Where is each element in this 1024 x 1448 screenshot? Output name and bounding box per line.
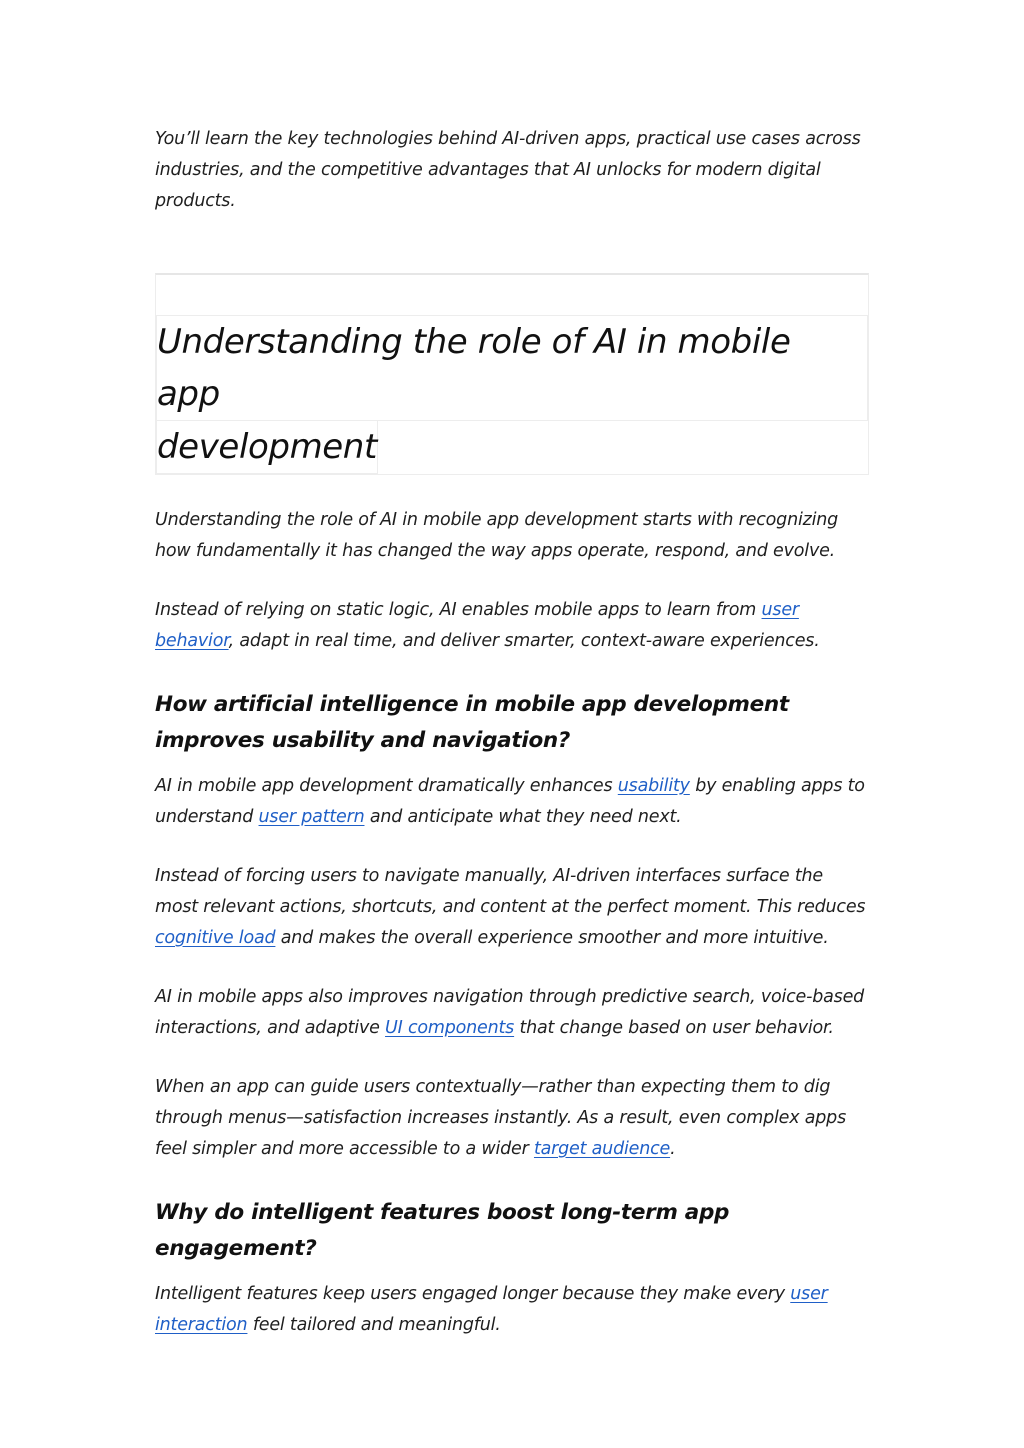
link-user-pattern[interactable]: user pattern xyxy=(258,807,365,827)
link-usability[interactable]: usability xyxy=(617,776,690,796)
section-heading-ai-role xyxy=(156,315,868,474)
heading-line-1: Understanding the role of AI in mobile app xyxy=(156,315,868,421)
paragraph-static-logic: Instead of relying on static logic, AI enables mobile apps to learn from user behavior, adapt in real time, and deliver smarter, context-aware experiences. xyxy=(155,600,820,651)
paragraph-usability: AI in mobile app development dramatically enhances usability by enabling apps to understand user pattern and anticipate what they need next. xyxy=(155,776,865,827)
document-page xyxy=(155,124,869,1341)
paragraph-cognitive-load: Instead of forcing users to navigate manually, AI-driven interfaces surface the most relevant actions, shortcuts, and content at the perfect moment. This reduces cognitive load and makes the overall experience smoother and more intuitive. xyxy=(155,866,866,948)
paragraph-role-intro: Understanding the role of AI in mobile app development starts with recognizing how fundamentally it has changed the way apps operate, respond, and evolve. xyxy=(155,510,839,561)
paragraph-engagement: Intelligent features keep users engaged longer because they make every user interaction feel tailored and meaningful. xyxy=(155,1284,828,1335)
paragraph-navigation: AI in mobile apps also improves navigation through predictive search, voice-based interactions, and adaptive UI components that change based on user behavior. xyxy=(155,987,865,1038)
link-target-audience[interactable]: target audience xyxy=(533,1139,671,1159)
section-heading-box xyxy=(155,273,869,475)
heading-line-2: development xyxy=(156,421,378,474)
subheading-engagement: Why do intelligent features boost long-term app engagement? xyxy=(155,1200,730,1261)
link-cognitive-load[interactable]: cognitive load xyxy=(155,928,276,948)
link-user-behavior[interactable]: user behavior xyxy=(155,600,799,651)
subheading-usability-navigation: How artificial intelligence in mobile app development improves usability and navigation? xyxy=(155,692,789,753)
intro-paragraph: You’ll learn the key technologies behind AI-driven apps, practical use cases across industries, and the competitive advantages that AI unlocks for modern digital products. xyxy=(155,129,861,211)
link-user-interaction[interactable]: user interaction xyxy=(155,1284,828,1335)
link-ui-components[interactable]: UI components xyxy=(385,1018,515,1038)
paragraph-contextual-guidance: When an app can guide users contextually—rather than expecting them to dig through menus—satisfaction increases instantly. As a result, even complex apps feel simpler and more accessible to a wider target audience. xyxy=(155,1077,847,1159)
